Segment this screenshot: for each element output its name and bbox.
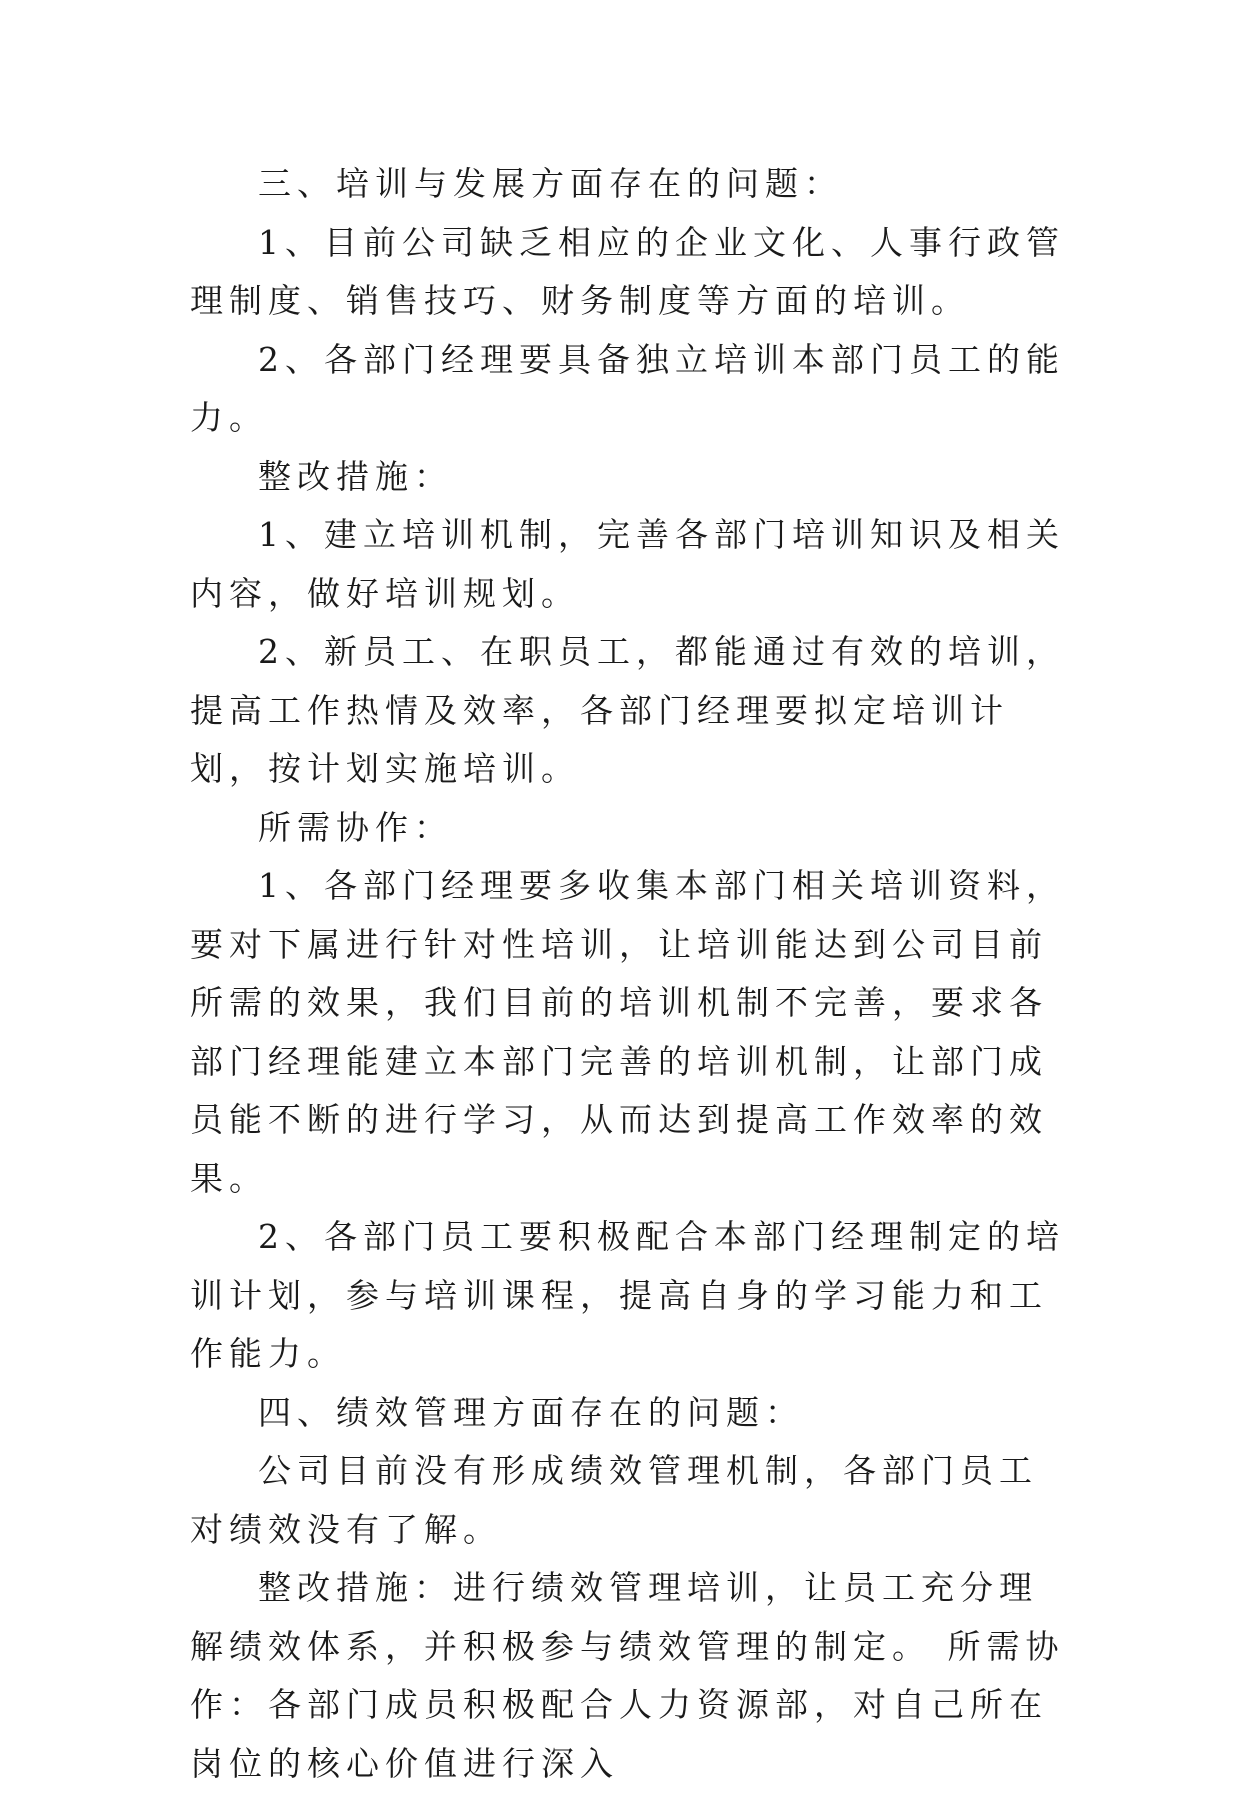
paragraph: 公司目前没有形成绩效管理机制，各部门员工对绩效没有了解。 [190,1451,1038,1549]
paragraph: 整改措施：进行绩效管理培训，让员工充分理解绩效体系，并积极参与绩效管理的制定。 所需协作：各部门成员积极配合人力资源部，对自己所在岗位的核心价值进行深入 [190,1568,1065,1783]
paragraph: 1、建立培训机制，完善各部门培训知识及相关内容，做好培训规划。 [190,515,1065,613]
paragraph: 2、新员工、在职员工，都能通过有效的培训，提高工作热情及效率，各部门经理要拟定培训计划，按计划实施培训。 [190,632,1065,788]
paragraph: 2、各部门经理要具备独立培训本部门员工的能力。 [190,339,1065,437]
subheading-rectification: 整改措施： [258,456,453,496]
section-heading-training: 三、培训与发展方面存在的问题： [258,164,843,203]
document-body [190,155,1065,1793]
paragraph: 2、各部门员工要积极配合本部门经理制定的培训计划，参与培训课程，提高自身的学习能力和工作能力。 [190,1217,1065,1373]
section-heading-performance: 四、绩效管理方面存在的问题： [258,1392,804,1432]
paragraph: 1、各部门经理要多收集本部门相关培训资料，要对下属进行针对性培训，让培训能达到公司目前所需的效果，我们目前的培训机制不完善，要求各部门经理能建立本部门完善的培训机制，让部门成员能不断的进行学习，从而达到提高工作效率的效果。 [190,866,1065,1198]
paragraph: 1、目前公司缺乏相应的企业文化、人事行政管理制度、销售技巧、财务制度等方面的培训。 [190,222,1065,320]
subheading-cooperation: 所需协作： [258,807,453,847]
